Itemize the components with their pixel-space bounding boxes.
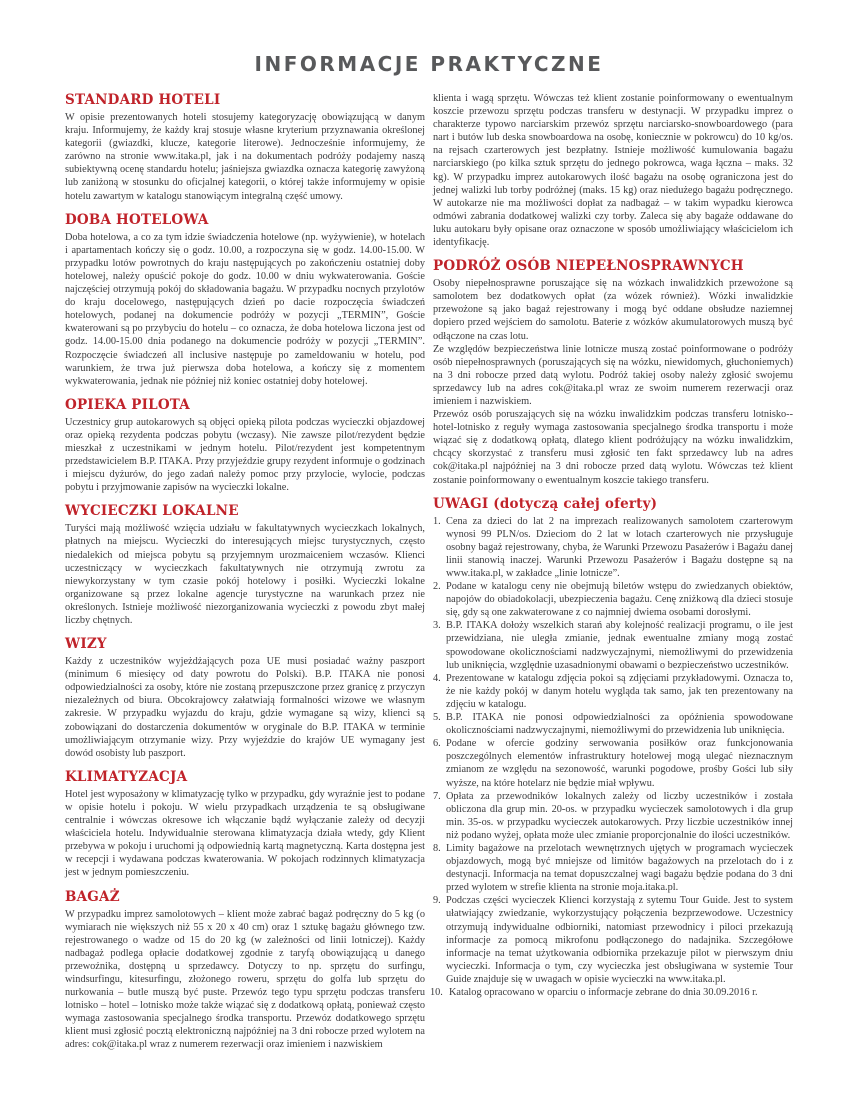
uwagi-item: B.P. ITAKA nie ponosi odpowiedzialności za opóźnienia spowodowane okolicznościami nadzwyczajnymi, niemożliwymi do przewidzenia lub uniknięcia. xyxy=(446,712,793,737)
section-wycieczki-lokalne xyxy=(65,503,425,627)
section-body: Każdy z uczestników wyjeżdżających poza UE musi posiadać ważny paszport (minimum 6 miesięcy od daty powrotu do Polski). B.P. ITAKA nie ponosi odpowiedzialności za osoby, które nie zostaną przepuszczone przez granicę z przyczyn niezależnych od biura. Obcokrajowcy załatwiają formalności wizowe we własnym zakresie. W przypadku wyjazdu do kraju, gdzie wymagane są wizy, klienci są zobowiązani do dostarczenia dokumentów w oryginale do B.P. ITAKA w terminie umożliwiającym otrzymanie wizy. Przy wyjeździe do krajów UE wymagany jest dowód osobisty lub paszport. xyxy=(65,656,425,759)
section-bagaz xyxy=(65,889,425,1052)
section-heading: UWAGI (dotyczą całej oferty) xyxy=(433,495,658,512)
section-heading: WIZY xyxy=(65,636,107,653)
section-body: W opisie prezentowanych hoteli stosujemy kategoryzację obowiązującą w danym kraju. Informujemy, że każdy kraj stosuje własne kryterium przyznawania określonej kategorii (gwiazdki, klucze, kategorie literowe). Jednocześnie informujemy, że zarówno na stronie www.itaka.pl, jak i na dokumentach podróży podajemy naszą subiektywną ocenę standardu hotelu; jaśniejsza gwiazdka oznacza kategorię zawyżoną lub zaniżoną w stosunku do oficjalnej kategorii, o której także informujemy w opisie hotelu zawartym w katalogu stanowiącym integralną część umowy. xyxy=(65,112,425,202)
left-column xyxy=(65,92,425,1052)
uwagi-item: Opłata za przewodników lokalnych zależy od liczby uczestników i została obliczona dla grup min. 20-os. w przypadku wycieczek samolotowych i dla grup min. 35-os. w przypadku wycieczek autokarowych. Przy liczbie uczestników innej niż podano wyżej, opłata może ulec zmianie proporcjonalnie do ilości uczestników. xyxy=(446,790,793,841)
uwagi-item: Podczas części wycieczek Klienci korzystają z sytemu Tour Guide. Jest to system ułatwiający zwiedzanie, wykorzystujący połączenia bezprzewodowe. Uczestnicy otrzymują indywidualne odbiorniki, natomiast przewodnicy i piloci przekazują informacje za pomocą mikrofonu podłączonego do nadajnika. Szczegółowe informacje na temat użytkowania odbiornika przekazuje pilot w pierwszym dniu wycieczki. Informacja o tym, czy wycieczka jest obsługiwana w systemie Tour Guide znajduje się w uwagach w opisie wycieczki na www.itaka.pl. xyxy=(446,895,793,985)
two-column-layout xyxy=(65,92,793,1052)
section-podroz-osob-niepelnosprawnych xyxy=(433,258,793,487)
section-paragraph: Ze względów bezpieczeństwa linie lotnicze muszą zostać poinformowane o podróży osób niepełnosprawnych (poruszających się na wózku, niewidomych, głuchoniemych) na 3 dni robocze przed datą wylotu. Podróż takiej osoby należy zgłosić swojemu sprzedawcy lub na adres cok@itaka.pl wraz ze swoim numerem rezerwacji oraz imieniem i nazwiskiem. xyxy=(433,343,793,407)
uwagi-item: Prezentowane w katalogu zdjęcia pokoi są zdjęciami przykładowymi. Oznacza to, że nie każdy pokój w danym hotelu wygląda tak samo, jak ten prezentowany na zdjęciu w katalogu. xyxy=(446,672,793,710)
section-body: W przypadku imprez samolotowych – klient może zabrać bagaż podręczny do 5 kg (o wymiarach nie większych niż 55 x 20 x 40 cm) oraz 1 sztukę bagażu głównego tzw. rejestrowanego o wadze od 15 do 20 kg (w zależności od linii lotniczej). Każdy nadbagaż podlega opłacie dodatkowej zgodnie z taryfą obowiązującą u danego przewoźnika, dostępną u sprzedawcy. Dotyczy to np. sprzętu do surfingu, windsurfingu, kitesurfingu, złożonego roweru, sprzętu do golfa lub sprzętu do nurkowania – butle muszą być puste. Przewóz tego typu sprzętu podczas transferu lotnisko – hotel – lotnisko może także wiązać się z dodatkową opłatą, ponieważ często wymaga zastosowania specjalnego środka transportu. Przewóz dodatkowego sprzętu klient musi zgłosić pocztą elektroniczną najpóźniej na 3 dni robocze przed wylotem na adres: cok@itaka.pl wraz z numerem rezerwacji oraz imieniem i nazwiskiem xyxy=(65,908,425,1051)
section-opieka-pilota xyxy=(65,397,425,495)
uwagi-item: Podane w ofercie godziny serwowania posiłków oraz funkcjonowania poszczególnych elementów infrastruktury hotelowej mogą ulegać nieznacznym zmianom ze względu na sezonowość, warunki pogodowe, prośby Gości lub siły wyższe, na które hotelarz nie będzie miał wpływu. xyxy=(446,738,793,789)
section-heading: DOBA HOTELOWA xyxy=(65,211,209,228)
uwagi-item: Cena za dzieci do lat 2 na imprezach realizowanych samolotem czarterowym wynosi 99 PLN/os. Dzieciom do 2 lat w lotach czarterowych nie przysługuje osobny bagaż rejestrowany, chyba, że Warunki Przewozu Pasażerów i Bagażu danej linii stanowią inaczej. Warunki Przewozu Pasażerów i Bagażu dostępne są na www.itaka.pl, w zakładce „linie lotnicze”. xyxy=(446,515,793,579)
page-title: INFORMACJE PRAKTYCZNE xyxy=(254,52,604,76)
section-standard-hoteli xyxy=(65,92,425,203)
uwagi-item: Katalog opracowano w oparciu o informacje zebrane do dnia 30.09.2016 r. xyxy=(449,987,758,998)
section-heading: BAGAŻ xyxy=(65,888,120,905)
uwagi-item: Podane w katalogu ceny nie obejmują biletów wstępu do zwiedzanych obiektów, napojów do obiadokolacji, ubezpieczenia bagażu. Cenę zniżkową dla dzieci stosuje się, gdy są one zakwaterowane z co najmniej dwiema osobami dorosłymi. xyxy=(446,581,793,619)
section-doba-hotelowa xyxy=(65,212,425,388)
section-wizy xyxy=(65,636,425,760)
bagaz-continuation-paragraph: klienta i wagą sprzętu. Wówczas też klient zostanie poinformowany o ewentualnym koszcie przewozu sprzętu podczas transferu w destynacji. W przypadku imprez o charakterze typowo narciarskim przewóz sprzętu narciarsko-snowboardowego (para nart i butów lub deska snowboardowa na osobę, koniecznie w pokrowcu) do 10 kg/os. na rejsach czarterowych jest bezpłatny. Istnieje możliwość kumulowania bagażu narciarskiego (po kilka sztuk sprzętu do jednego pokrowca, waga łączna – maks. 32 kg). W przypadku imprez autokarowych ilość bagażu na osobę ograniczona jest do jednej walizki lub torby podróżnej (maks. 15 kg) oraz niedużego bagażu podręcznego. W autokarze nie ma możliwości dopłat za nadbagaż – w takim wypadku kierowca odmówi zabrania dodatkowej walizki czy torby. Zaleca się aby bagaże oddawane do luku autokaru były opisane oraz oznaczone w sposób umożliwiający właścicielom ich identyfikację. xyxy=(433,93,793,249)
section-heading: STANDARD HOTELI xyxy=(65,92,221,108)
right-column xyxy=(433,92,793,999)
uwagi-item: B.P. ITAKA dołoży wszelkich starań aby kolejność realizacji programu, o ile jest przewidziana, nie uległa zmianie, jednak ewentualne zmiany mogą zostać spowodowane okolicznościami nadzwyczajnymi, niemożliwymi do przewidzenia lub uniknięcia, względnie uzasadnionymi obawami o bezpieczeństwo uczestników. xyxy=(446,620,793,671)
section-heading: PODRÓŻ OSÓB NIEPEŁNOSPRAWNYCH xyxy=(433,258,744,275)
section-body: Doba hotelowa, a co za tym idzie świadczenia hotelowe (np. wyżywienie), w hotelach i apartamentach kończy się o godz. 10.00, a rozpoczyna się w godz. 14.00-15.00. W przypadku lotów powrotnych do kraju następujących po zakończeniu ostatniej doby hotelowej, należy opuścić pokoje do godz. 10.00 w dniu wykwaterowania. Goście najczęściej otrzymują pokój do składowania bagażu. W przypadku nocnych przylotów do kraju docelowego, następujących dzień po dacie rozpoczęcia świadczeń hotelowych, podanej na dokumencie podróży w pozycji „TERMIN”, Goście kwaterowani są po przybyciu do hotelu – co oznacza, że doba hotelowa liczona jest od godz. 14.00-15.00 dnia podanego na dokumencie podróży w pozycji „TERMIN”. Rozpoczęcie świadczeń all inclusive następuje po zameldowaniu w hotelu, pod warunkiem, że trwa już pierwsza doba hotelowa, a kończy się z momentem wykwaterowania, jednak nie później niż koniec ostatniej doby hotelowej. xyxy=(65,231,425,387)
section-paragraph: Przewóz osób poruszających się na wózku inwalidzkim podczas transferu lotnisko--hotel-lotnisko z reguły wymaga zastosowania specjalnego środka transportu i może wiązać się z dodatkową opłatą, dlatego klient podróżujący na wózku inwalidzkim, chcący skorzystać z transferu musi zgłosić ten fakt sprzedawcy lub na adres cok@itaka.pl najpóźniej na 3 dni robocze przed datą wylotu. Wówczas też klient zostanie poinformowany o ewentualnym koszcie takiego transferu. xyxy=(433,409,793,486)
section-body: Hotel jest wyposażony w klimatyzację tylko w przypadku, gdy wyraźnie jest to podane w opisie hotelu i pokoju. W wielu przypadkach urządzenia te są obsługiwane centralnie i wówczas okresowe ich włączanie bądź wyłączanie zależy od decyzji właściciela hotelu. Indywidualnie sterowana klimatyzacja działa wtedy, gdy Klient przebywa w pokoju i uruchomi ją odpowiednią kartą magnetyczną. Karta dostępna jest w recepcji i wydawana podczas kwaterowania. W pokojach rodzinnych klimatyzacja jest w jednym pomieszczeniu. xyxy=(65,788,425,879)
section-body: Turyści mają możliwość wzięcia udziału w fakultatywnych wycieczkach lokalnych, płatnych na miejscu. Wycieczki do interesujących miejsc turystycznych, często niedalekich od miejsca pobytu są przyjemnym urozmaiceniem wczasów. Klienci uczestniczący w wycieczkach fakultatywnych nie otrzymują zwrotu za niewykorzystany w tym czasie pokój hotelowy i posiłki. Wycieczki lokalne organizowane są przez lokalne agencje turystyczne na warunkach przez nie określonych. Istnieje możliwość niezorganizowania wycieczki z powodu zbyt małej liczby chętnych. xyxy=(65,523,425,626)
section-klimatyzacja xyxy=(65,769,425,880)
section-body: Uczestnicy grup autokarowych są objęci opieką pilota podczas wycieczki objazdowej oraz opieką rezydenta podczas pobytu (wczasy). Nie zawsze pilot/rezydent będzie mieszkał z uczestnikami w jednym hotelu. Pilot/rezydent jest kompetentnym przedstawicielem B.P. ITAKA. Przy przyjeździe grupy rezydent informuje o godzinach i miejscu dyżurów, do jego zadań należy pomoc przy przylocie, wylocie, podczas pobytu i przyjmowanie zapisów na wycieczki lokalne. xyxy=(65,416,425,494)
section-paragraph: Osoby niepełnosprawne poruszające się na wózkach inwalidzkich przewożone są samolotem bez dodatkowych opłat (za wózek również). Wózki inwalidzkie przewożone są jako bagaż rejestrowany i mogą być oddane obsłudze naziemnej dopiero przed wejściem do samolotu. Baterie z wózków akumulatorowych muszą być odłączone na czas lotu. xyxy=(433,278,793,342)
section-heading: WYCIECZKI LOKALNE xyxy=(65,503,239,520)
section-heading: KLIMATYZACJA xyxy=(65,768,188,785)
uwagi-list xyxy=(433,515,793,999)
uwagi-item: Limity bagażowe na przelotach wewnętrznych ujętych w programach wycieczek objazdowych, mogą być mniejsze od limitów bagażowych na przelotach do i z destynacji. Informacja na temat dopuszczalnej wagi bagażu będzie podana do 3 dni przed wylotem w strefie klienta na stronie moja.itaka.pl. xyxy=(446,842,793,894)
section-uwagi xyxy=(433,496,793,999)
section-heading: OPIEKA PILOTA xyxy=(65,396,190,413)
